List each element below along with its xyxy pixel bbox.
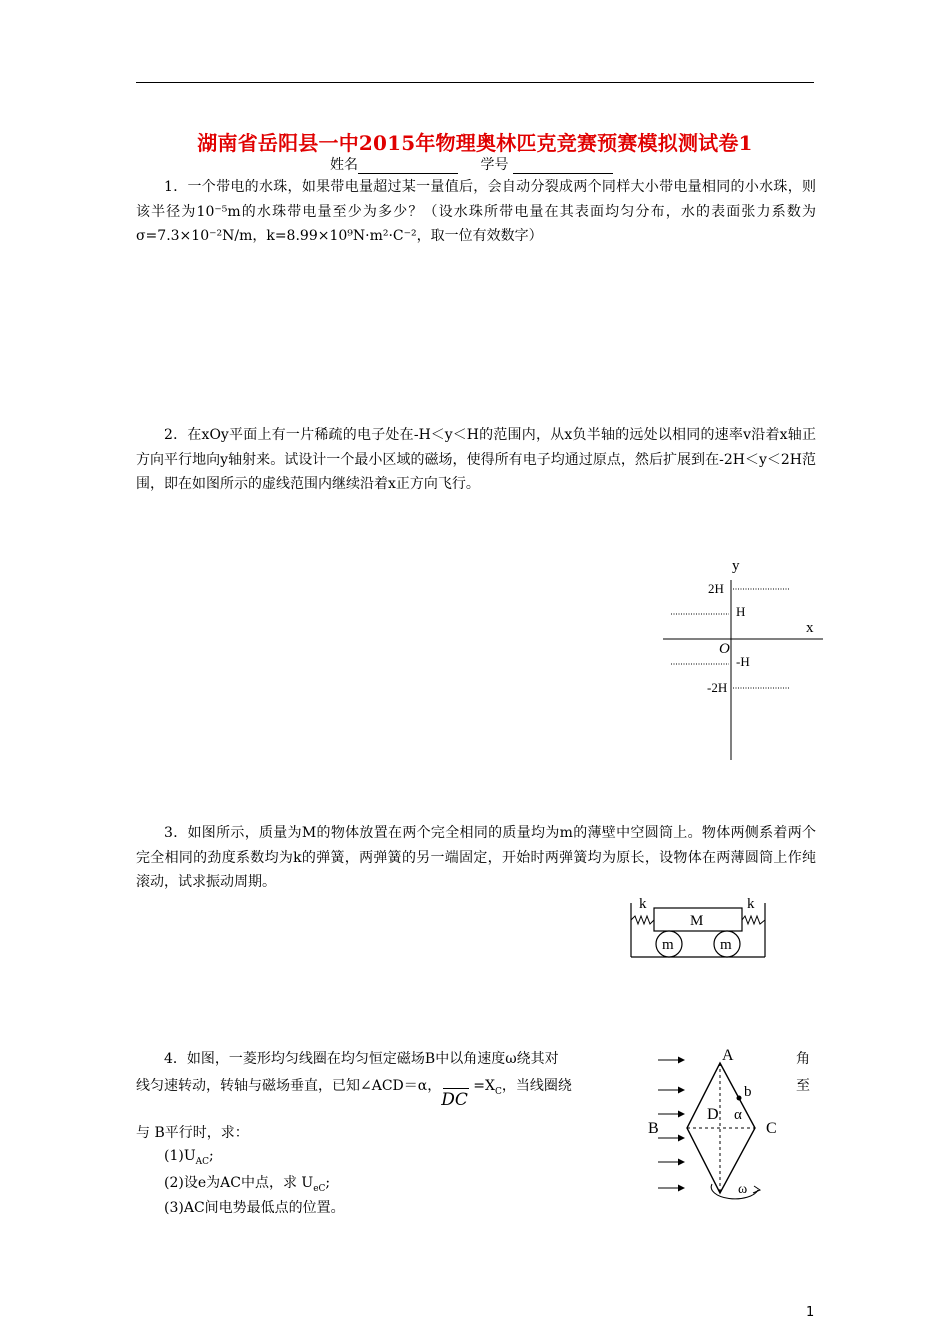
- y-label: y: [732, 558, 740, 574]
- k-left-label: k: [639, 896, 647, 912]
- q4-fraction-denominator: DC: [441, 1090, 468, 1110]
- rotation-ellipse: [711, 1184, 758, 1199]
- label-omega: ω: [738, 1182, 748, 1197]
- page-number: 1: [806, 1305, 815, 1320]
- label-A: A: [722, 1047, 734, 1064]
- mass-m2-label: m: [720, 937, 732, 953]
- q4-line1-end: 角: [796, 1051, 810, 1067]
- q4-line3: 与 B平行时，求：: [136, 1125, 249, 1141]
- q4-item-1-text: (1)U: [164, 1148, 196, 1164]
- q4-item-2-tail: ;: [325, 1175, 331, 1191]
- q4-item-1-sub: AC: [195, 1156, 210, 1167]
- label-neg2H: -2H: [707, 680, 728, 695]
- left-spring: [631, 916, 654, 924]
- q4-line2-end: 至: [796, 1078, 810, 1094]
- mass-m1-label: m: [662, 937, 674, 953]
- q4-line2-c: ，当线圈绕: [501, 1078, 572, 1094]
- rotation-arrowhead: [753, 1186, 760, 1193]
- q4-fraction: [441, 1076, 473, 1110]
- x-label: x: [806, 620, 814, 636]
- name-field[interactable]: [358, 159, 458, 174]
- question-1: 1．一个带电的水珠，如果带电量超过某一量值后，会自动分裂成两个同样大小带电量相同的小水珠，则该半径为10⁻⁵m的水珠带电量至少为多少？（设水珠所带电量在其表面均匀分布，水的表面张力系数为σ=7.3×10⁻²N/m，k=8.99×10⁹N·m²·C⁻²，取一位有效数字）: [136, 179, 816, 244]
- q4-item-2-text: (2)设e为AC中点，求 U: [164, 1175, 314, 1191]
- label-negH: -H: [736, 654, 750, 669]
- label-C: C: [766, 1120, 777, 1137]
- q4-line2-a: 线匀速转动，转轴与磁场垂直，已知∠ACD＝α，: [136, 1078, 442, 1094]
- question-2: 2．在xOy平面上有一片稀疏的电子处在-H＜y＜H的范围内，从x负半轴的远处以相同的速率v沿着x轴正方向平行地向y轴射来。试设计一个最小区域的磁场，使得所有电子均通过原点，然后扩展到在-2H＜y＜2H范围，即在如图所示的虚线范围内继续沿着x正方向飞行。: [136, 427, 816, 492]
- q4-item-1-tail: ;: [209, 1148, 214, 1164]
- rhombus-coil: [687, 1063, 755, 1193]
- q4-item-1: [164, 1148, 214, 1167]
- label-b: b: [744, 1084, 752, 1100]
- q4-item-2-sub: eC: [313, 1183, 326, 1194]
- label-alpha: α: [734, 1107, 742, 1123]
- page-title: 湖南省岳阳县一中2015年物理奥林匹克竞赛预赛模拟测试卷1: [197, 131, 753, 155]
- q3-figure: [622, 893, 772, 963]
- name-id-row: [330, 154, 631, 174]
- q4-line2: [136, 1075, 572, 1110]
- point-b: [737, 1096, 742, 1101]
- mass-M-label: M: [690, 913, 704, 929]
- name-label: 姓名: [330, 157, 358, 173]
- q4-line1: 4．如图，一菱形均匀线圈在均匀恒定磁场B中以角速度ω绕其对: [164, 1051, 559, 1067]
- q4-item-2: [164, 1172, 330, 1194]
- label-D: D: [707, 1106, 719, 1123]
- question-3: 3．如图所示，质量为M的物体放置在两个完全相同的质量均为m的薄壁中空圆筒上。物体两侧系着两个完全相同的劲度系数均为k的弹簧，两弹簧的另一端固定，开始时两弹簧均为原长，设物体在两薄圆筒上作纯滚动，试求振动周期。: [136, 825, 816, 890]
- q2-figure: [655, 552, 825, 767]
- q4-item-3: (3)AC间电势最低点的位置。: [164, 1200, 345, 1216]
- id-field[interactable]: [513, 159, 613, 174]
- label-2H: 2H: [708, 581, 724, 596]
- right-spring: [742, 916, 765, 924]
- header-rule: [136, 82, 814, 83]
- label-B: B: [648, 1120, 659, 1137]
- id-label: 学号: [480, 157, 509, 173]
- q4-figure: [640, 1040, 790, 1210]
- k-right-label: k: [747, 896, 755, 912]
- origin-label: O: [719, 641, 730, 657]
- q4-line2-sub: C: [494, 1086, 502, 1097]
- label-H: H: [736, 604, 746, 619]
- q4-line2-b: =X: [473, 1078, 495, 1094]
